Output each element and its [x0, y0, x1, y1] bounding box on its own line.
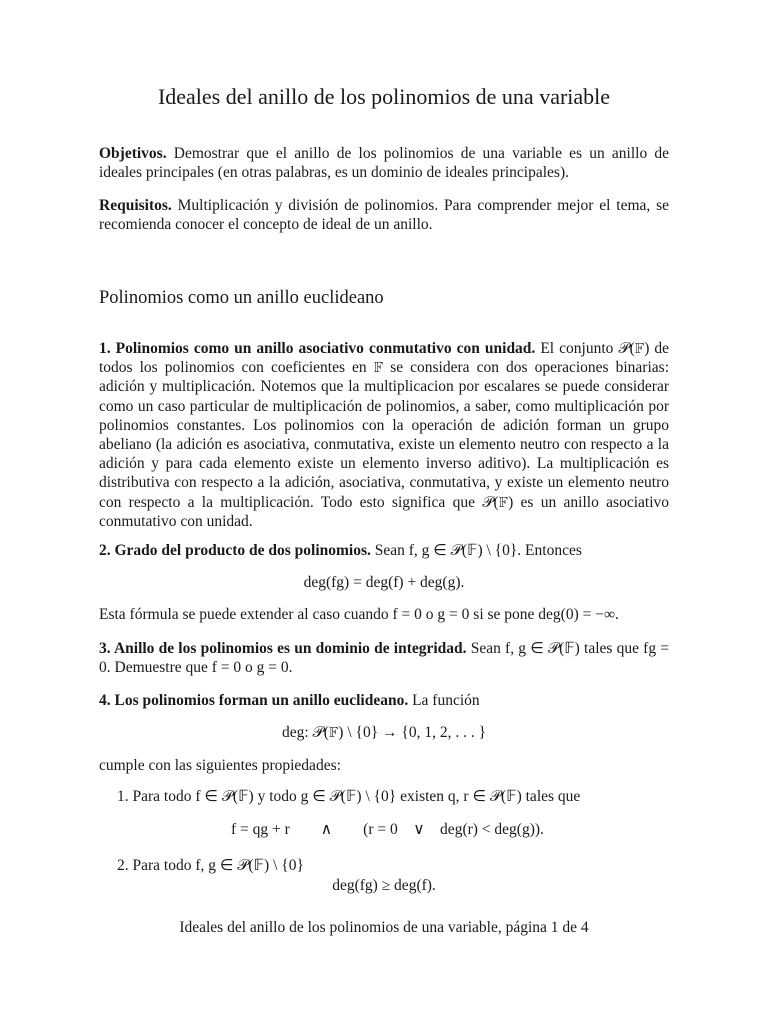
item1-label: 1. Polinomios como un anillo asociativo conmutativo con unidad. — [99, 340, 536, 357]
objetivos-paragraph — [99, 144, 669, 182]
item2-equation: deg(fg) = deg(f) + deg(g). — [303, 574, 465, 591]
item4-after: cumple con las siguientes propiedades: — [99, 757, 341, 774]
objetivos-text: Demostrar que el anillo de los polinomios de una variable es un anillo de ideales principales (en otras palabras, es un dominio de ideales principales). — [99, 145, 669, 182]
item4-equation: deg: 𝒫(𝔽) \ {0} → {0, 1, 2, . . . } — [281, 724, 487, 741]
page-footer: Ideales del anillo de los polinomios de una variable, página 1 de 4 — [179, 919, 589, 936]
section-heading: Polinomios como un anillo euclideano — [99, 288, 384, 308]
property-1-text: 1. Para todo f ∈ 𝒫(𝔽) y todo g ∈ 𝒫(𝔽) \ {0} existen q, r ∈ 𝒫(𝔽) tales que — [117, 788, 581, 805]
page-title: Ideales del anillo de los polinomios de una variable — [157, 84, 611, 109]
item3-paragraph — [99, 639, 669, 677]
item1-paragraph — [99, 339, 669, 531]
item3-label: 3. Anillo de los polinomios es un dominio de integridad. — [99, 640, 467, 657]
requisitos-text: Multiplicación y división de polinomios. Para comprender mejor el tema, se recomienda conocer el concepto de ideal de un anillo. — [99, 197, 670, 234]
item2-text: Sean f, g ∈ 𝒫(𝔽) \ {0}. Entonces — [374, 542, 582, 559]
objetivos-label: Objetivos. — [99, 145, 167, 162]
item4-text: La función — [412, 692, 480, 709]
item1-text: El conjunto 𝒫(𝔽) de todos los polinomios con coeficientes en 𝔽 se considera con dos operaciones binarias: adición y multiplicación. Notemos que la multiplicacion por escalares se puede considerar como un caso particular de multiplicación de polinomios, a saber, como multiplicación por polinomios constantes. Los polinomios con la operación de adición forman un grupo abeliano (la adición es asociativa, conmutativa, existe un elemento neutro con respecto a la adición y para cada elemento existe un elemento inverso aditivo). La multiplicación es distributiva con respecto a la adición, asociativa, conmutativa, y existe un elemento neutro con respecto a la multiplicación. Todo esto significa que 𝒫(𝔽) es un anillo asociativo conmutativo con unidad. — [99, 340, 669, 530]
item4-label: 4. Los polinomios forman un anillo euclideano. — [99, 692, 409, 709]
property-2-equation: deg(fg) ≥ deg(f). — [332, 877, 436, 894]
requisitos-label: Requisitos. — [99, 197, 172, 214]
item2-paragraph — [99, 541, 669, 560]
item2-label: 2. Grado del producto de dos polinomios. — [99, 542, 371, 559]
item4-paragraph — [99, 691, 669, 710]
item3-text: Sean f, g ∈ 𝒫(𝔽) tales que fg = 0. Demuestre que f = 0 o g = 0. — [99, 640, 669, 677]
requisitos-paragraph — [99, 196, 669, 234]
property-1-equation: f = qg + r ∧ (r = 0 ∨ deg(r) < deg(g)). — [231, 821, 544, 838]
property-2-text: 2. Para todo f, g ∈ 𝒫(𝔽) \ {0} — [117, 857, 304, 874]
item2-after: Esta fórmula se puede extender al caso cuando f = 0 o g = 0 si se pone deg(0) = −∞. — [99, 606, 619, 623]
